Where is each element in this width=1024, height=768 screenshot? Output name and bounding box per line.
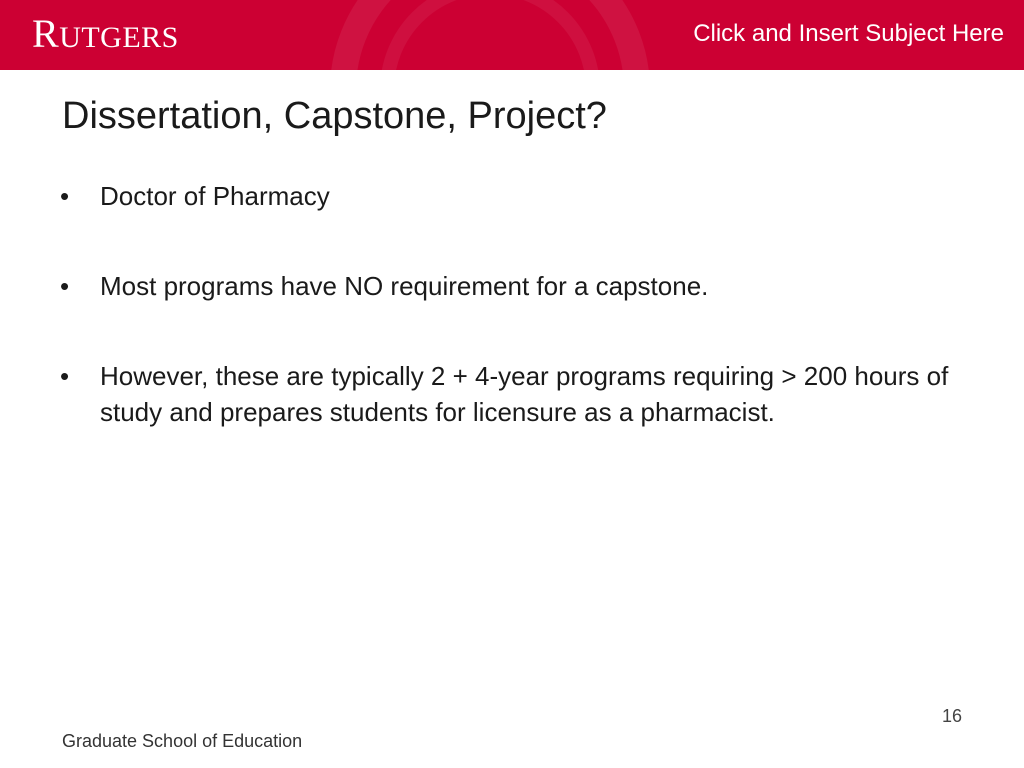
bullet-list (60, 178, 960, 484)
bullet-text: However, these are typically 2 + 4-year programs requiring > 200 hours of study and prepares students for licensure as a pharmacist. (100, 361, 949, 427)
bullet-text: Doctor of Pharmacy (100, 181, 330, 211)
header-band (0, 0, 1024, 70)
bullet-dot-icon: • (60, 181, 70, 211)
bullet-dot-icon: • (60, 361, 70, 391)
footer-text: Graduate School of Education (62, 731, 303, 751)
bullet-item (60, 358, 960, 430)
bullet-item (60, 268, 960, 304)
subject-placeholder[interactable]: Click and Insert Subject Here (693, 20, 1004, 47)
bullet-item (60, 178, 960, 214)
slide-title: Dissertation, Capstone, Project? (62, 95, 607, 137)
seal-watermark-inner (380, 0, 600, 70)
rutgers-logo: RUTGERS (32, 11, 179, 56)
bullet-dot-icon: • (60, 271, 70, 301)
bullet-text: Most programs have NO requirement for a capstone. (100, 271, 709, 301)
page-number: 16 (941, 706, 962, 726)
